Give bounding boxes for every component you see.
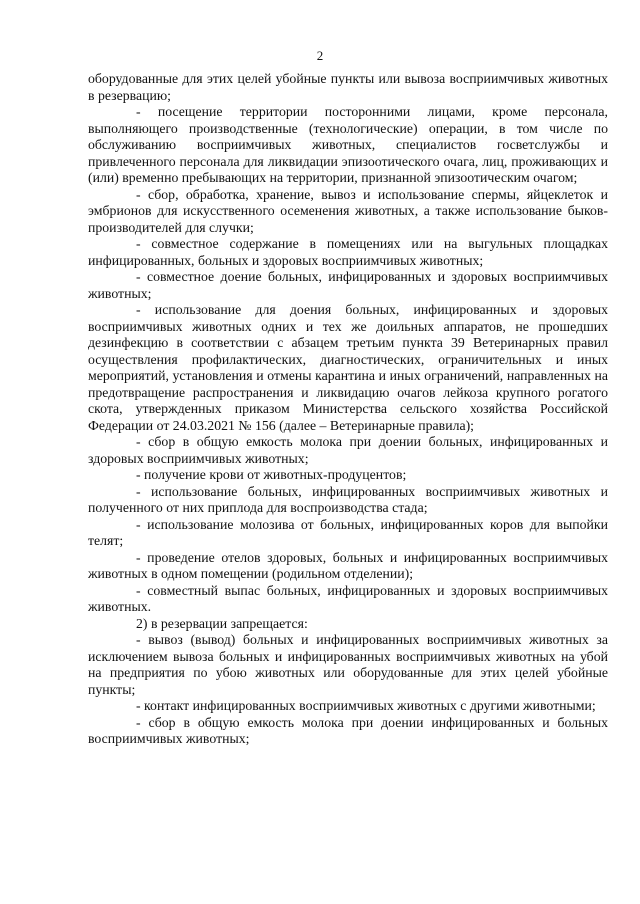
list-item-export: - вывоз (вывод) больных и инфицированных восприимчивых животных за исключением вывоза больных и инфицированных восприимчивых животных на убой на предприятия по убою животных или оборудованные для этих целей убойные пункты; (88, 632, 608, 697)
list-item-milk-collection: - сбор в общую емкость молока при доении больных, инфицированных и здоровых восприимчивых животных; (88, 434, 608, 466)
list-item-grazing: - совместный выпас больных, инфицированных и здоровых восприимчивых животных. (88, 582, 608, 614)
list-item-milk-collection-reservation: - сбор в общую емкость молока при доении инфицированных и больных восприимчивых животных; (88, 714, 608, 746)
paragraph-continuation: оборудованные для этих целей убойные пункты или вывоза восприимчивых животных в резервацию; (88, 71, 608, 103)
list-item-sperm: - сбор, обработка, хранение, вывоз и использование спермы, яйцеклеток и эмбрионов для искусственного осеменения животных, а также использование быков-производителей для случки; (88, 186, 608, 235)
section-heading-reservation: 2) в резервации запрещается: (136, 615, 308, 631)
list-item-contact: - контакт инфицированных восприимчивых животных с другими животными; (136, 698, 596, 713)
list-item-joint-milking: - совместное доение больных, инфицированных и здоровых восприимчивых животных; (88, 269, 608, 301)
list-item-colostrum: - использование молозива от больных, инфицированных коров для выпойки телят; (88, 516, 608, 548)
list-item-blood: - получение крови от животных-продуцентов; (136, 467, 407, 482)
document-body (88, 71, 608, 748)
list-item-reproduction: - использование больных, инфицированных восприимчивых животных и полученного от них приплода для воспроизводства стада; (88, 483, 608, 515)
list-item-joint-keeping: - совместное содержание в помещениях или на выгульных площадках инфицированных, больных и здоровых восприимчивых животных; (88, 236, 608, 268)
list-item-visitors: - посещение территории посторонними лицами, кроме персонала, выполняющего производственные (технологические) операции, в том числе по обслуживанию восприимчивых животных, специалистов госветслужбы и привлеченного персонала для ликвидации эпизоотического очага, лиц, проживающих и (или) временно пребывающих на территории, признанной эпизоотическим очагом; (88, 104, 608, 185)
list-item-calving: - проведение отелов здоровых, больных и инфицированных восприимчивых животных в одном помещении (родильном отделении); (88, 549, 608, 581)
list-item-milking-machines: - использование для доения больных, инфицированных и здоровых восприимчивых животных одних и тех же доильных аппаратов, не прошедших дезинфекцию в соответствии с абзацем третьим пункта 39 Ветеринарных правил осуществления профилактических, диагностических, ограничительных и иных мероприятий, установления и отмены карантина и иных ограничений, направленных на предотвращение распространения и ликвидацию очагов лейкоза крупного рогатого скота, утвержденных приказом Министерства сельского хозяйства Российской Федерации от 24.03.2021 № 156 (далее – Ветеринарные правила); (88, 302, 608, 433)
page-number: 2 (316, 48, 324, 63)
